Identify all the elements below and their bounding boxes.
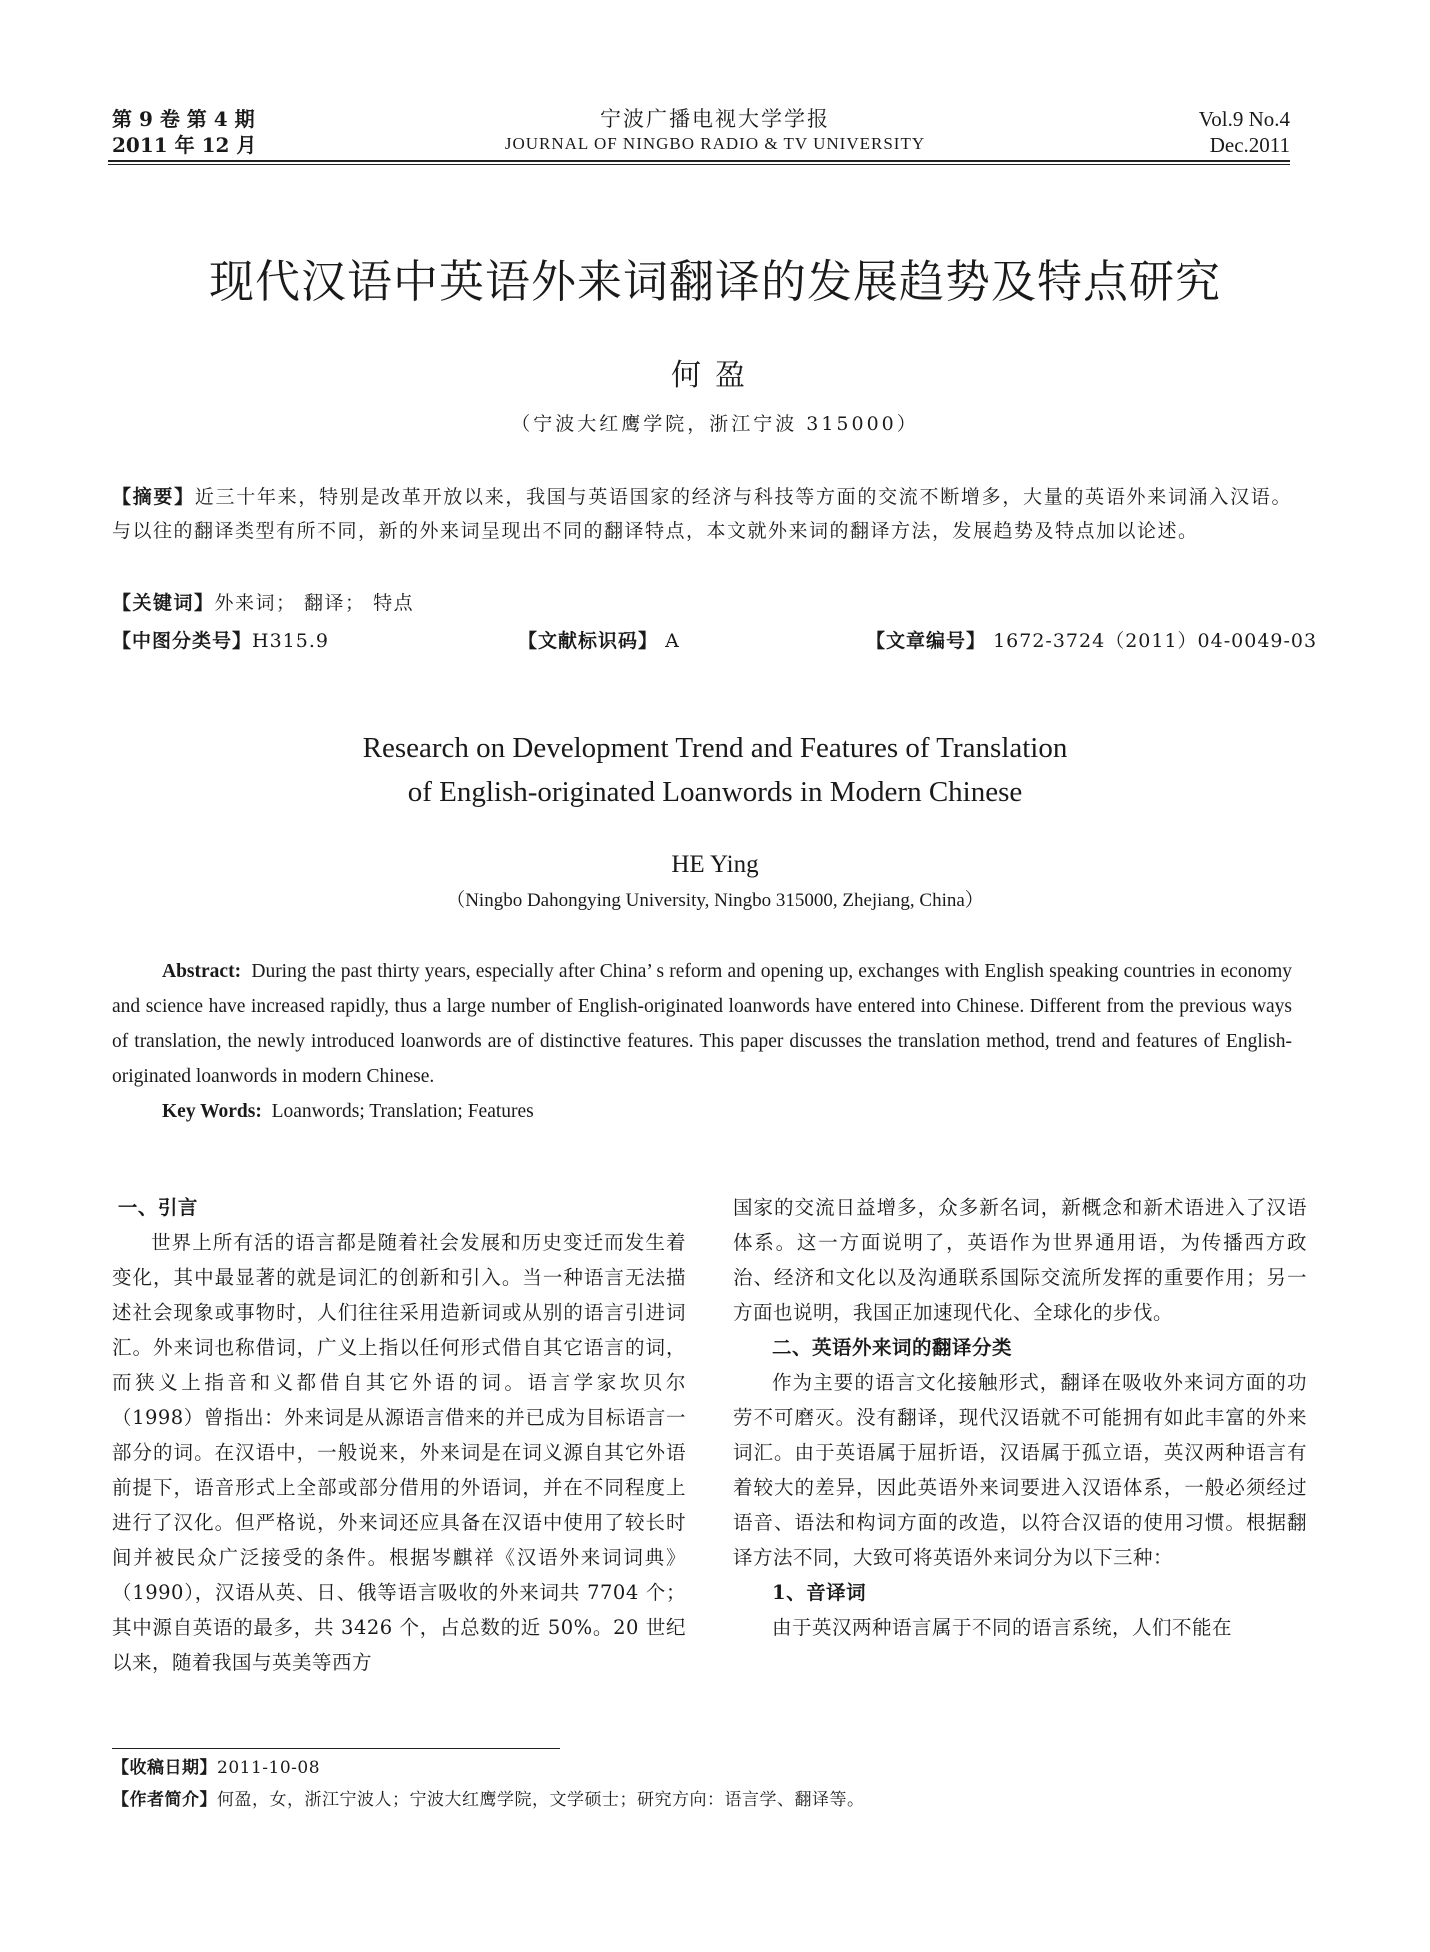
author-bio-label: 【作者简介】 <box>112 1790 217 1810</box>
clc-number <box>112 624 329 658</box>
author-en: HE Ying <box>671 851 759 878</box>
paragraph-intro-continued: 国家的交流日益增多，众多新名词，新概念和新术语进入了汉语体系。这一方面说明了，英语作为世界通用语，为传播西方政治、经济和文化以及沟通联系国际交流所发挥的重要作用；另一方面也说明，我国正加速现代化、全球化的步伐。 <box>733 1196 1307 1324</box>
footnote-author <box>112 1786 865 1814</box>
affiliation-cn: （宁波大红鹰学院，浙江宁波 315000） <box>511 413 919 435</box>
paragraph-classification: 作为主要的语言文化接触形式，翻译在吸收外来词方面的功劳不可磨灭。没有翻译，现代汉语就不可能拥有如此丰富的外来词汇。由于英语属于屈折语，汉语属于孤立语，英汉两种语言有着较大的差异，因此英语外来词要进入汉语体系，一般必须经过语音、语法和构词方面的改造，以符合汉语的使用习惯。根据翻译方法不同，大致可将英语外来词分为以下三种： <box>733 1371 1307 1569</box>
keywords-en-text: Loanwords; Translation; Features <box>271 1101 534 1122</box>
abstract-cn <box>112 480 1292 548</box>
title-en-line2: of English-originated Loanwords in Modern Chinese <box>407 776 1023 808</box>
header-issue-cn <box>112 106 256 158</box>
paragraph-intro: 世界上所有活的语言都是随着社会发展和历史变迁而发生着变化，其中最显著的就是词汇的创新和引入。当一种语言无法描述社会现象或事物时，人们往往采用造新词或从别的语言引进词汇。外来词也称借词，广义上指以任何形式借自其它语言的词，而狭义上指音和义都借自其它外语的词。语言学家坎贝尔（1998）曾指出：外来词是从源语言借来的并已成为目标语言一部分的词。在汉语中，一般说来，外来词是在词义源自其它外语前提下，语音形式上全部或部分借用的外语词，并在不同程度上进行了汉化。但严格说，外来词还应具备在汉语中使用了较长时间并被民众广泛接受的条件。根据岑麒祥《汉语外来词词典》（1990），汉语从英、日、俄等语言吸收的外来词共 7704 个；其中源自英语的最多，共 3426 个，占总数的近 50%。20 世纪以来，随着我国与英美等西方 <box>112 1231 686 1674</box>
author-cn: 何盈 <box>671 358 759 393</box>
header-journal-en: JOURNAL OF NINGBO RADIO & TV UNIVERSITY <box>504 134 926 153</box>
received-label: 【收稿日期】 <box>112 1758 217 1778</box>
abstract-cn-label: 【摘要】 <box>112 486 195 508</box>
affiliation-en: （Ningbo Dahongying University, Ningbo 315000, Zhejiang, China） <box>446 890 984 911</box>
received-value: 2011-10-08 <box>217 1758 321 1778</box>
header-journal-cn: 宁波广播电视大学学报 <box>600 107 830 131</box>
header-rule-thin <box>108 164 1290 165</box>
body-column-right <box>733 1190 1307 1645</box>
header-volume-en: Vol.9 No.4 <box>1198 107 1290 131</box>
title-en-line1: Research on Development Trend and Features of Translation <box>362 732 1068 764</box>
keywords-en <box>162 1094 534 1129</box>
subsection-heading-transliteration: 1、音译词 <box>772 1581 867 1604</box>
footnote-rule <box>112 1748 560 1749</box>
clc-value: H315.9 <box>252 630 329 652</box>
doc-code-value: A <box>665 630 680 652</box>
document-code <box>518 624 680 658</box>
header-issue-en <box>1199 106 1290 158</box>
header-rule <box>108 160 1290 162</box>
section-heading-classification: 二、英语外来词的翻译分类 <box>772 1336 1013 1359</box>
abstract-en-text: During the past thirty years, especially after China’ s reform and opening up, exchanges with English speaking countries in economy and science have increased rapidly, thus a large number of English-originated loanwords have entered into Chinese. Different from the previous ways of translation, the newly introduced loanwords are of distinctive features. This paper discusses the translation method, trend and features of English-originated loanwords in modern Chinese. <box>112 961 1293 1087</box>
author-bio-value: 何盈，女，浙江宁波人；宁波大红鹰学院，文学硕士；研究方向：语言学、翻译等。 <box>217 1790 865 1810</box>
body-column-left <box>112 1190 686 1680</box>
header-volume-cn: 第 9 卷 第 4 期 <box>112 107 255 131</box>
title-cn: 现代汉语中英语外来词翻译的发展趋势及特点研究 <box>208 255 1221 308</box>
article-number-label: 【文章编号】 <box>866 630 987 652</box>
clc-label: 【中图分类号】 <box>112 630 253 652</box>
header-journal <box>400 106 1030 156</box>
abstract-cn-text: 近三十年来，特别是改革开放以来，我国与英语国家的经济与科技等方面的交流不断增多，大量的英语外来词涌入汉语。与以往的翻译类型有所不同，新的外来词呈现出不同的翻译特点，本文就外来词的翻译方法，发展趋势及特点加以论述。 <box>112 486 1292 542</box>
doc-code-label: 【文献标识码】 <box>518 630 659 652</box>
header-date-en: Dec.2011 <box>1209 133 1290 157</box>
header-date-cn: 2011 年 12 月 <box>112 133 257 157</box>
article-number <box>866 624 1317 658</box>
keywords-cn <box>112 586 414 620</box>
article-number-value: 1672-3724（2011）04-0049-03 <box>993 630 1318 652</box>
section-heading-intro: 一、引言 <box>117 1196 198 1219</box>
footnote-received <box>112 1754 320 1782</box>
keywords-cn-text: 外来词； 翻译； 特点 <box>214 592 415 614</box>
title-en <box>0 726 1430 814</box>
paragraph-transliteration: 由于英汉两种语言属于不同的语言系统，人们不能在 <box>772 1616 1233 1639</box>
abstract-en <box>112 954 1292 1094</box>
keywords-en-label: Key Words: <box>162 1101 262 1122</box>
keywords-cn-label: 【关键词】 <box>112 592 215 614</box>
abstract-en-label: Abstract: <box>162 961 242 982</box>
